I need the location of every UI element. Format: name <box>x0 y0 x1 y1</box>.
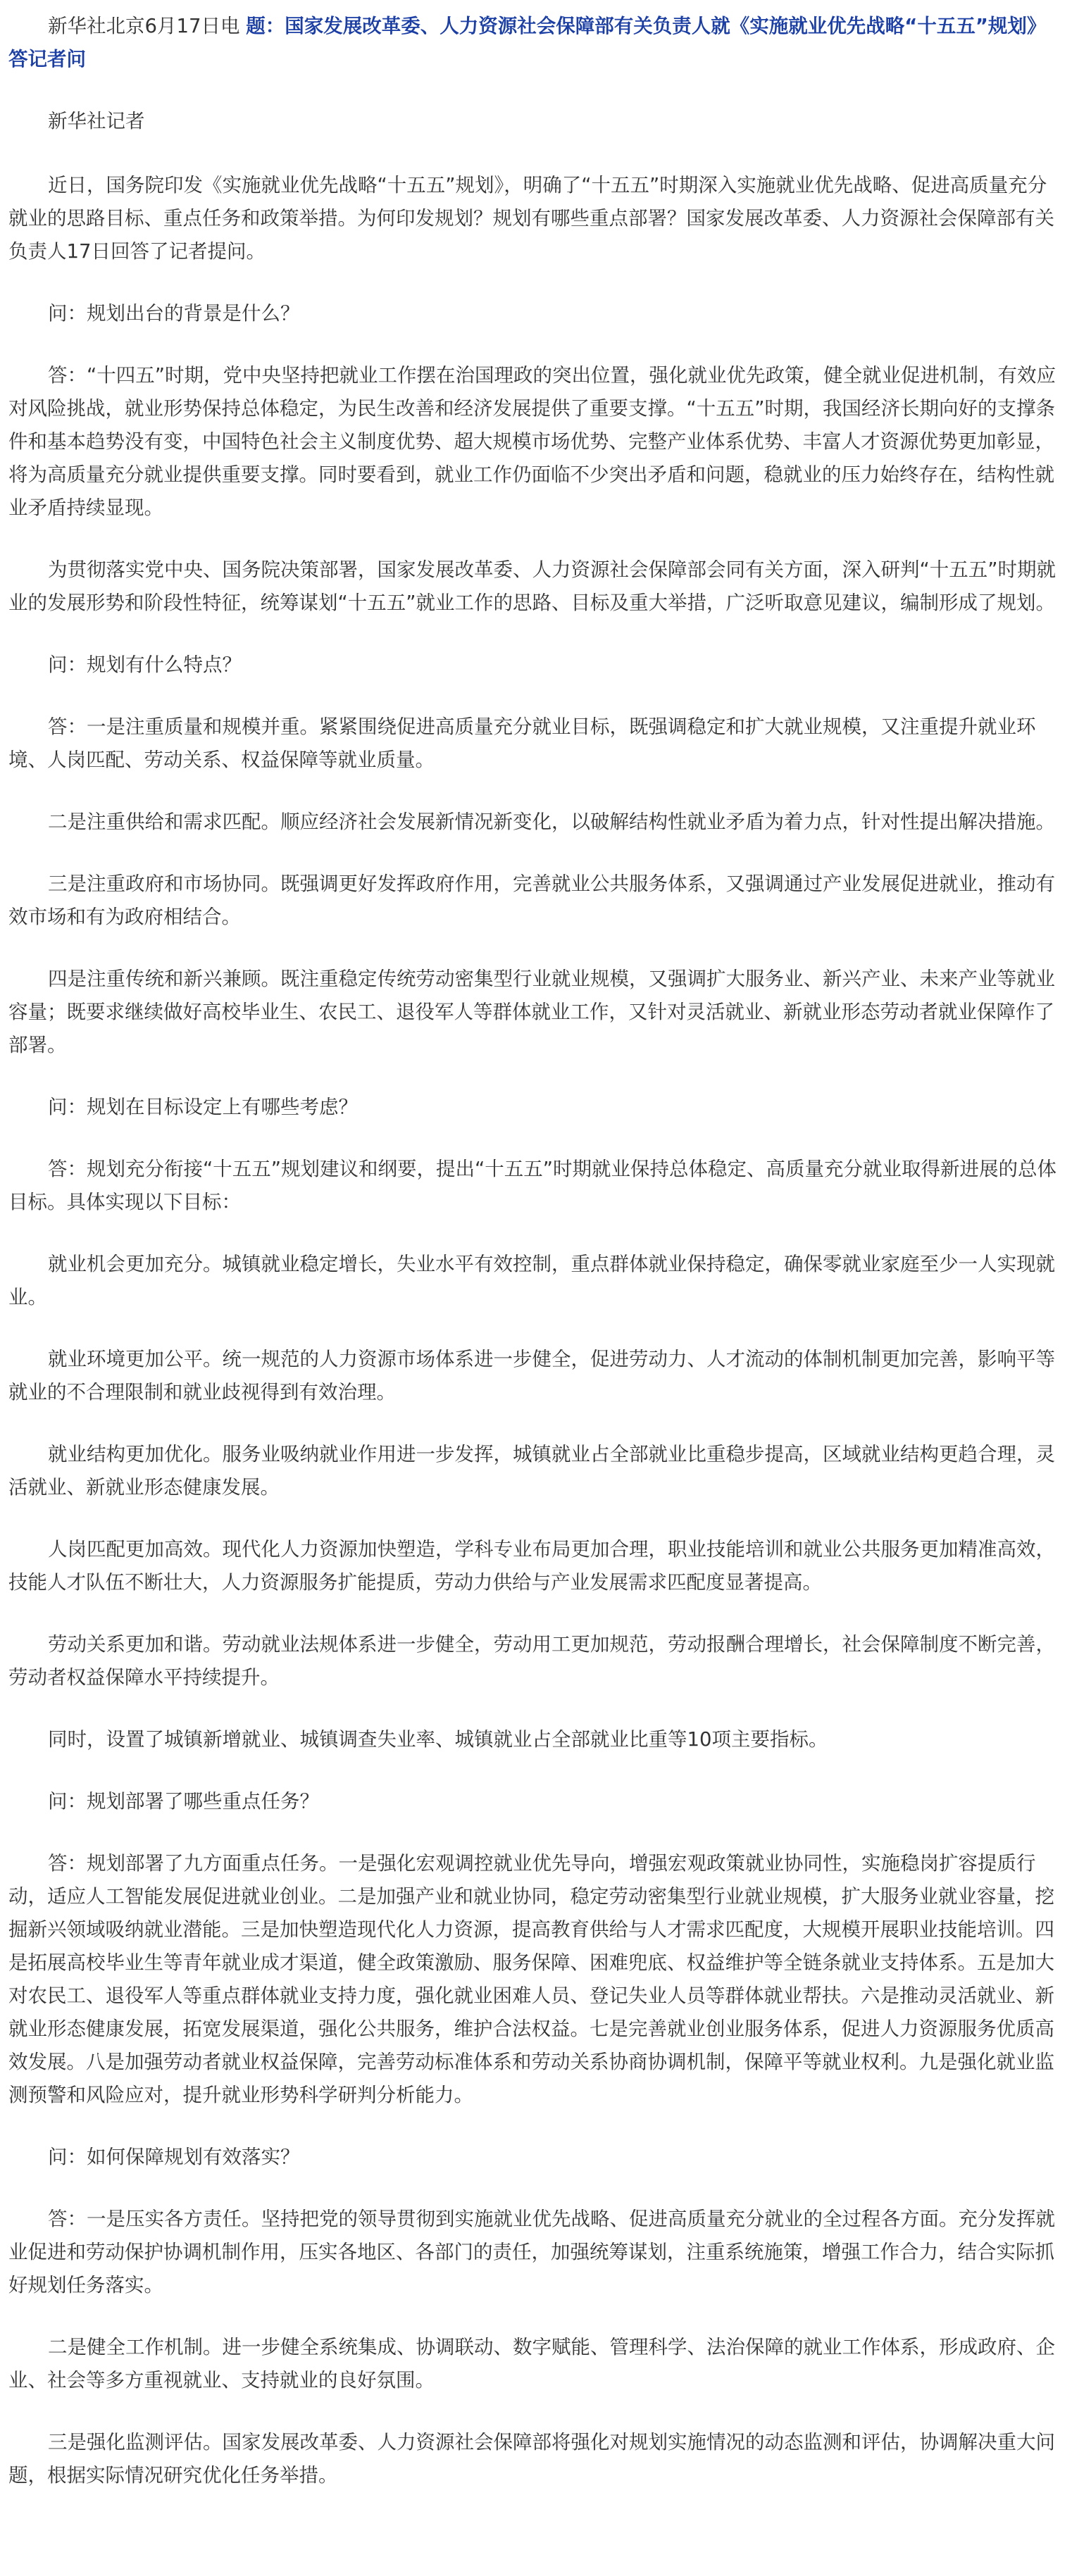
article-headline: 题：国家发展改革委、人力资源社会保障部有关负责人就《实施就业优先战略“十五五”规划》答记者问 <box>8 15 1047 70</box>
question: 问：如何保障规划有效落实？ <box>48 2146 300 2168</box>
answer-paragraph: 答：规划充分衔接“十五五”规划建议和纲要，提出“十五五”时期就业保持总体稳定、高质量充分就业取得新进展的总体目标。具体实现以下目标： <box>8 1158 1057 1213</box>
paragraph: 劳动关系更加和谐。劳动就业法规体系进一步健全，劳动用工更加规范，劳动报酬合理增长，社会保障制度不断完善，劳动者权益保障水平持续提升。 <box>8 1633 1055 1689</box>
answer-paragraph: 答：一是注重质量和规模并重。紧紧围绕促进高质量充分就业目标，既强调稳定和扩大就业规模，又注重提升就业环境、人岗匹配、劳动关系、权益保障等就业质量。 <box>8 715 1036 771</box>
question: 问：规划部署了哪些重点任务？ <box>48 1790 319 1813</box>
paragraph: 二是注重供给和需求匹配。顺应经济社会发展新情况新变化，以破解结构性就业矛盾为着力点，针对性提出解决措施。 <box>48 811 1055 833</box>
dateline: 新华社北京6月17日电 <box>48 15 240 37</box>
paragraph: 为贯彻落实党中央、国务院决策部署，国家发展改革委、人力资源社会保障部会同有关方面，深入研判“十五五”时期就业的发展形势和阶段性特征，统筹谋划“十五五”就业工作的思路、目标及重大举措，广泛听取意见建议，编制形成了规划。 <box>8 558 1056 614</box>
answer-paragraph: 答：“十四五”时期，党中央坚持把就业工作摆在治国理政的突出位置，强化就业优先政策，健全就业促进机制，有效应对风险挑战，就业形势保持总体稳定，为民生改善和经济发展提供了重要支撑。“十五五”时期，我国经济长期向好的支撑条件和基本趋势没有变，中国特色社会主义制度优势、超大规模市场优势、完整产业体系优势、丰富人才资源优势更加彰显，将为高质量充分就业提供重要支撑。同时要看到，就业工作仍面临不少突出矛盾和问题，稳就业的压力始终存在，结构性就业矛盾持续显现。 <box>8 364 1056 519</box>
question: 问：规划出台的背景是什么？ <box>48 302 300 325</box>
answer-paragraph: 答：规划部署了九方面重点任务。一是强化宏观调控就业优先导向，增强宏观政策就业协同性，实施稳岗扩容提质行动，适应人工智能发展促进就业创业。二是加强产业和就业协同，稳定劳动密集型行业就业规模，扩大服务业就业容量，挖掘新兴领域吸纳就业潜能。三是加快塑造现代化人力资源，提高教育供给与人才需求匹配度，大规模开展职业技能培训。四是拓展高校毕业生等青年就业成才渠道，健全政策激励、服务保障、困难兜底、权益维护等全链条就业支持体系。五是加大对农民工、退役军人等重点群体就业支持力度，强化就业困难人员、登记失业人员等群体就业帮扶。六是推动灵活就业、新就业形态健康发展，拓宽发展渠道，强化公共服务，维护合法权益。七是完善就业创业服务体系，促进人力资源服务优质高效发展。八是加强劳动者就业权益保障，完善劳动标准体系和劳动关系协商协调机制，保障平等就业权利。九是强化就业监测预警和风险应对，提升就业形势科学研判分析能力。 <box>8 1852 1054 2106</box>
paragraph: 就业环境更加公平。统一规范的人力资源市场体系进一步健全，促进劳动力、人才流动的体制机制更加完善，影响平等就业的不合理限制和就业歧视得到有效治理。 <box>8 1348 1055 1403</box>
paragraph: 同时，设置了城镇新增就业、城镇调查失业率、城镇就业占全部就业比重等10项主要指标。 <box>48 1728 828 1751</box>
paragraph: 四是注重传统和新兴兼顾。既注重稳定传统劳动密集型行业就业规模，又强调扩大服务业、新兴产业、未来产业等就业容量；既要求继续做好高校毕业生、农民工、退役军人等群体就业工作，又针对灵活就业、新就业形态劳动者就业保障作了部署。 <box>8 968 1055 1056</box>
byline: 新华社记者 <box>48 110 145 132</box>
paragraph: 就业机会更加充分。城镇就业稳定增长，失业水平有效控制，重点群体就业保持稳定，确保零就业家庭至少一人实现就业。 <box>8 1253 1055 1308</box>
paragraph: 就业结构更加优化。服务业吸纳就业作用进一步发挥，城镇就业占全部就业比重稳步提高，区域就业结构更趋合理，灵活就业、新就业形态健康发展。 <box>8 1443 1055 1499</box>
paragraph: 三是强化监测评估。国家发展改革委、人力资源社会保障部将强化对规划实施情况的动态监测和评估，协调解决重大问题，根据实际情况研究优化任务举措。 <box>8 2431 1055 2487</box>
question: 问：规划有什么特点？ <box>48 654 242 676</box>
article-lead <box>8 10 1064 105</box>
paragraph: 三是注重政府和市场协同。既强调更好发挥政府作用，完善就业公共服务体系，又强调通过产业发展促进就业，推动有效市场和有为政府相结合。 <box>8 873 1055 928</box>
paragraph: 人岗匹配更加高效。现代化人力资源加快塑造，学科专业布局更加合理，职业技能培训和就业公共服务更加精准高效，技能人才队伍不断壮大，人力资源服务扩能提质，劳动力供给与产业发展需求匹配度显著提高。 <box>8 1538 1055 1594</box>
question: 问：规划在目标设定上有哪些考虑？ <box>48 1096 358 1118</box>
paragraph: 二是健全工作机制。进一步健全系统集成、协调联动、数字赋能、管理科学、法治保障的就业工作体系，形成政府、企业、社会等多方重视就业、支持就业的良好氛围。 <box>8 2336 1055 2391</box>
paragraph: 近日，国务院印发《实施就业优先战略“十五五”规划》，明确了“十五五”时期深入实施就业优先战略、促进高质量充分就业的思路目标、重点任务和政策举措。为何印发规划？规划有哪些重点部署？国家发展改革委、人力资源社会保障部有关负责人17日回答了记者提问。 <box>8 174 1054 263</box>
answer-paragraph: 答：一是压实各方责任。坚持把党的领导贯彻到实施就业优先战略、促进高质量充分就业的全过程各方面。充分发挥就业促进和劳动保护协调机制作用，压实各地区、各部门的责任，加强统筹谋划，注重系统施策，增强工作合力，结合实际抓好规划任务落实。 <box>8 2208 1055 2296</box>
